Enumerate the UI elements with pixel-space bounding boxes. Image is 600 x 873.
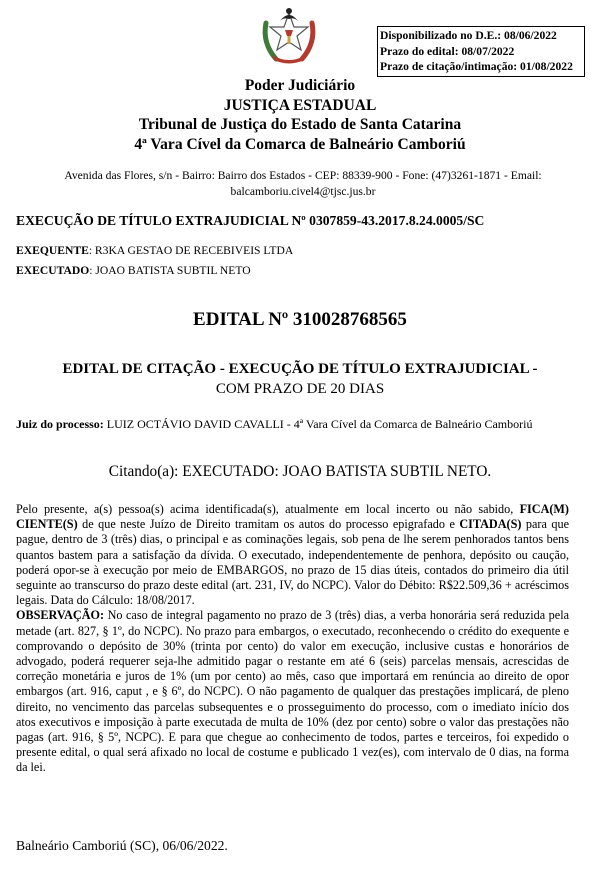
edital-body (16, 502, 569, 776)
case-number: EXECUÇÃO DE TÍTULO EXTRAJUDICIAL Nº 0307859-43.2017.8.24.0005/SC (16, 213, 485, 228)
edital-title: EDITAL Nº 310028768565 (193, 309, 407, 330)
body-emphasis: FICA(M) CIENTE(S) (16, 502, 569, 532)
parties (16, 241, 293, 281)
edital-subtitle (0, 359, 600, 399)
citando-line: Citando(a): EXECUTADO: JOAO BATISTA SUBTIL NETO. (108, 463, 492, 480)
address-line-2: balcamboriu.civel4@tjsc.jus.br (230, 184, 376, 198)
date-prazo-citacao: Prazo de citação/intimação: 01/08/2022 (380, 60, 573, 73)
subtitle-line-2: COM PRAZO DE 20 DIAS (215, 381, 385, 397)
exequente-line (16, 241, 293, 261)
date-prazo-edital: Prazo do edital: 08/07/2022 (380, 44, 515, 58)
observation-paragraph (16, 608, 569, 775)
address-line-1: Avenida das Flores, s/n - Bairro: Bairro dos Estados - CEP: 88339-900 - Fone: (47)3261-1871 - Email: (64, 169, 542, 182)
observation-text: No caso de integral pagamento no prazo de 3 (três) dias, a verba honorária será reduzida pela metade (art. 827, § 1º, do NCPC). No prazo para embargos, o executado, reconhecendo o crédito do exequente e comprovando o depósito de 30% (trinta por cento) do valor em execução, inclusive custas e honorários de advogado, poderá requerer seja-lhe admitido pagar o restante em até 6 (seis) parcelas mensais, acrescidas de correção monetária e juros de 1% (um por cento) ao mês, caso que importará em renúncia ao direito de opor embargos (art. 916, caput , e § 6º, do NCPC). O não pagamento de qualquer das prestações implicará, de pleno direito, no vencimento das parcelas subsequentes e o prosseguimento do processo, com o imediato início dos atos executivos e imposição à parte executada de multa de 10% (dez por cento) sobre o valor das prestações não pagas (art. 916, § 5º, NCPC). E para que chegue ao conhecimento de todos, partes e terceiros, foi expedido o presente edital, o qual será afixado no local de costume e publicado 1 vez(es), com intervalo de 0 dias, na forma da lei. (16, 608, 569, 775)
body-text: para que pague, dentro de 3 (três) dias, o principal e as cominações legais, sob pena de lhe serem penhorados tantos bens quantos bastem para a satisfação da dívida. O executado, independentemente de penhora, depósito ou caução, poderá opor-se à execução por meio de EMBARGOS, no prazo de 15 dias úteis, contados do primeiro dia útil seguinte ao transcurso do prazo deste edital (art. 231, IV, do NCPC). Valor do Débito: R$22.509,36 + acréscimos legais. Data do Cálculo: 18/08/2017. (16, 517, 569, 608)
body-text: de que neste Juízo de Direito tramitam os autos do processo epigrafado e (77, 517, 460, 532)
subtitle-line-1: EDITAL DE CITAÇÃO - EXECUÇÃO DE TÍTULO EXTRAJUDICIAL - (62, 361, 538, 377)
executado-line (16, 261, 293, 281)
exequente-value: : R3KA GESTAO DE RECEBIVEIS LTDA (88, 244, 294, 257)
judge-info (16, 417, 576, 432)
exequente-label: EXEQUENTE (16, 244, 89, 257)
header-line-1: Poder Judiciário (244, 77, 356, 94)
header-line-3: Tribunal de Justiça do Estado de Santa Catarina (138, 116, 462, 133)
judge-label: Juiz do processo: (16, 417, 104, 431)
publication-dates-box (377, 26, 585, 77)
body-emphasis: CITADA(S) (459, 517, 522, 532)
executado-value: : JOAO BATISTA SUBTIL NETO (89, 264, 251, 277)
judge-text: LUIZ OCTÁVIO DAVID CAVALLI - 4ª Vara Cível da Comarca de Balneário Camboriú (103, 417, 533, 431)
body-paragraph (16, 502, 569, 608)
header-line-2: JUSTIÇA ESTADUAL (223, 96, 377, 114)
date-disponibilizado: Disponibilizado no D.E.: 08/06/2022 (380, 29, 557, 42)
coat-of-arms-icon (258, 3, 320, 67)
court-address (33, 168, 573, 199)
body-text: Pelo presente, a(s) pessoa(s) acima identificada(s), atualmente em local incerto ou não sabido, (16, 502, 520, 516)
place-date: Balneário Camboriú (SC), 06/06/2022. (16, 838, 228, 853)
executado-label: EXECUTADO (16, 264, 90, 277)
court-header (0, 76, 600, 154)
header-line-4: 4ª Vara Cível da Comarca de Balneário Camboriú (134, 135, 466, 153)
observation-label: OBSERVAÇÃO: (16, 608, 105, 623)
